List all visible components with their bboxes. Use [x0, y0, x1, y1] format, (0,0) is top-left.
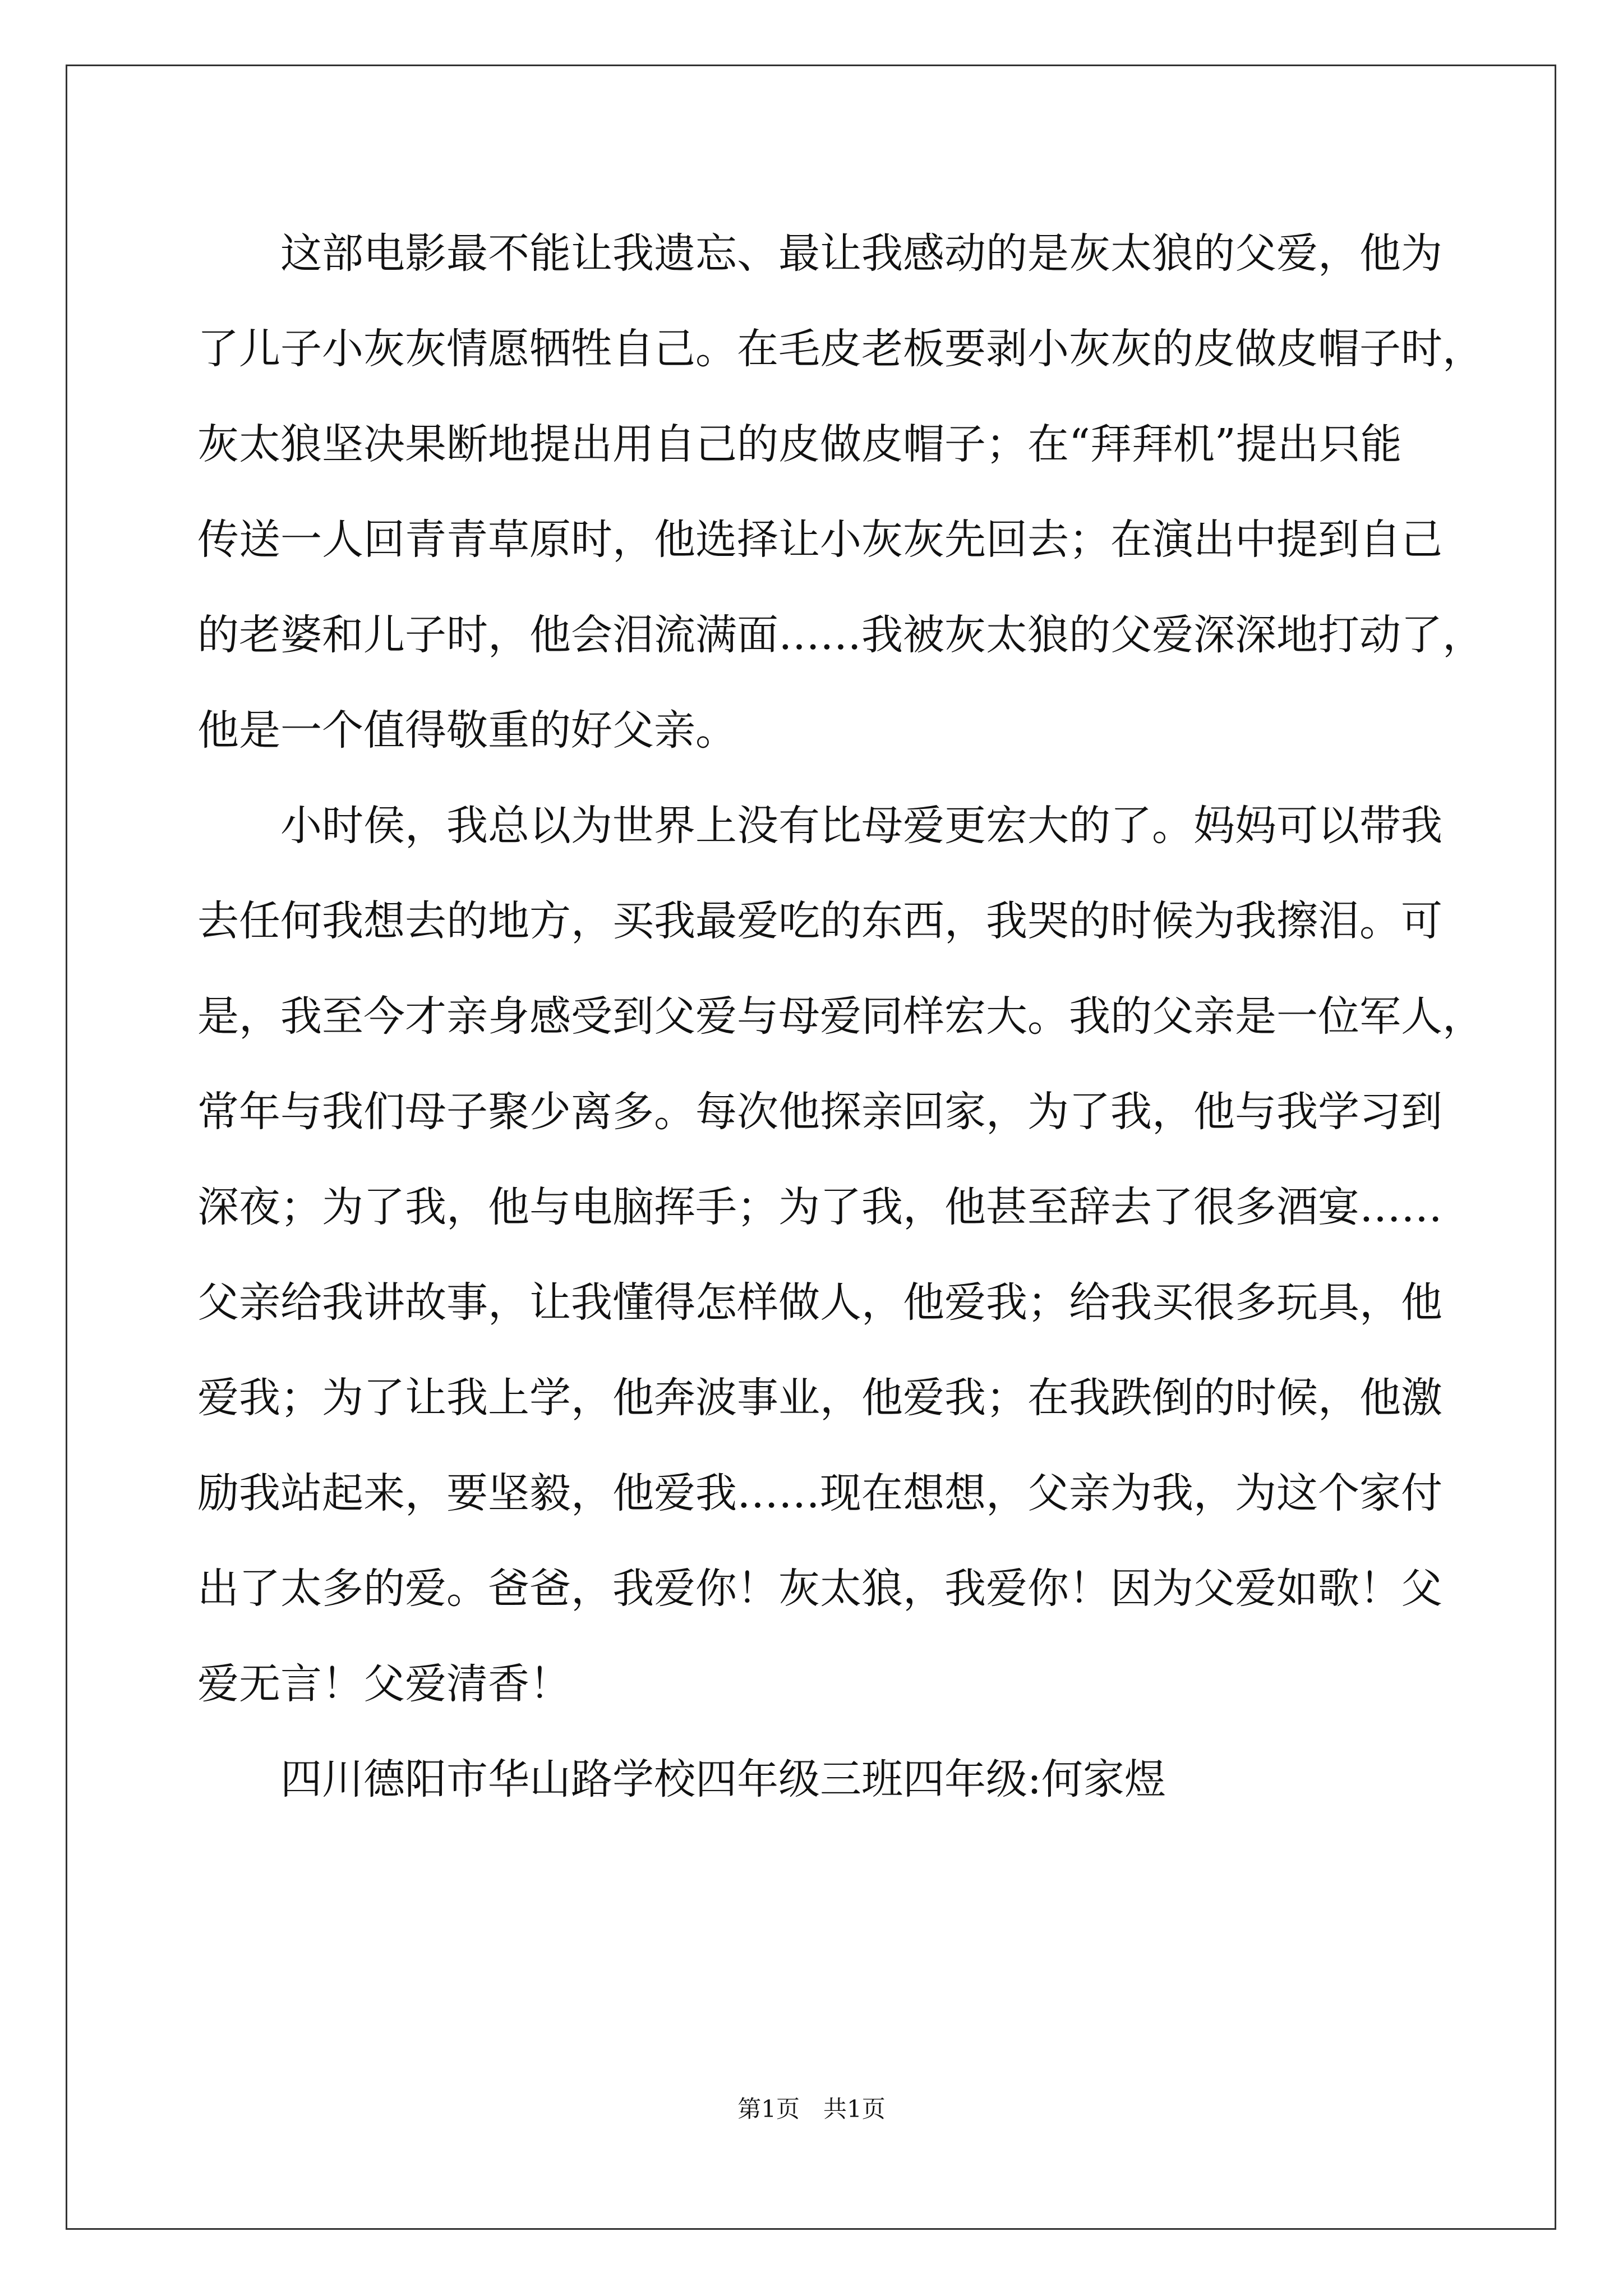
paragraph-2-line-10: 爱无言！父爱清香！ — [197, 1660, 571, 1708]
paragraph-2-line-2: 去任何我想去的地方，买我最爱吃的东西，我哭的时候为我擦泪。可 — [197, 897, 1442, 945]
page-number: 第1页 共1页 — [737, 2095, 886, 2123]
paragraph-2-line-8: 励我站起来，要坚毅，他爱我……现在想想，父亲为我，为这个家付 — [197, 1469, 1442, 1517]
document-body — [197, 206, 1484, 1827]
paragraph-1-line-3: 灰太狼坚决果断地提出用自己的皮做皮帽子；在“拜拜机”提出只能 — [197, 420, 1402, 468]
paragraph-2-line-3: 是，我至今才亲身感受到父爱与母爱同样宏大。我的父亲是一位军人， — [197, 992, 1484, 1041]
paragraph-1-line-4: 传送一人回青青草原时，他选择让小灰灰先回去；在演出中提到自己 — [197, 516, 1442, 564]
paragraph-1-line-5: 的老婆和儿子时，他会泪流满面……我被灰太狼的父爱深深地打动了， — [197, 611, 1484, 659]
paragraph-2-line-1: 小时侯，我总以为世界上没有比母爱更宏大的了。妈妈可以带我 — [280, 802, 1442, 850]
paragraph-2-line-9: 出了太多的爱。爸爸，我爱你！灰太狼，我爱你！因为父爱如歌！父 — [197, 1565, 1442, 1613]
paragraph-2-line-5: 深夜；为了我，他与电脑挥手；为了我，他甚至辞去了很多酒宴…… — [197, 1183, 1442, 1231]
paragraph-2-line-7: 爱我；为了让我上学，他奔波事业，他爱我；在我跌倒的时候，他激 — [197, 1374, 1442, 1422]
paragraph-1-line-1: 这部电影最不能让我遗忘、最让我感动的是灰太狼的父爱，他为 — [280, 229, 1442, 278]
paragraph-2-line-6: 父亲给我讲故事，让我懂得怎样做人，他爱我；给我买很多玩具，他 — [197, 1278, 1442, 1327]
paragraph-2-line-4: 常年与我们母子聚少离多。每次他探亲回家，为了我，他与我学习到 — [197, 1088, 1442, 1136]
author-signature: 四川德阳市华山路学校四年级三班四年级:何家煜 — [280, 1755, 1166, 1803]
paragraph-1-line-2: 了儿子小灰灰情愿牺牲自己。在毛皮老板要剥小灰灰的皮做皮帽子时， — [197, 325, 1484, 373]
paragraph-1-line-6: 他是一个值得敬重的好父亲。 — [197, 706, 737, 754]
